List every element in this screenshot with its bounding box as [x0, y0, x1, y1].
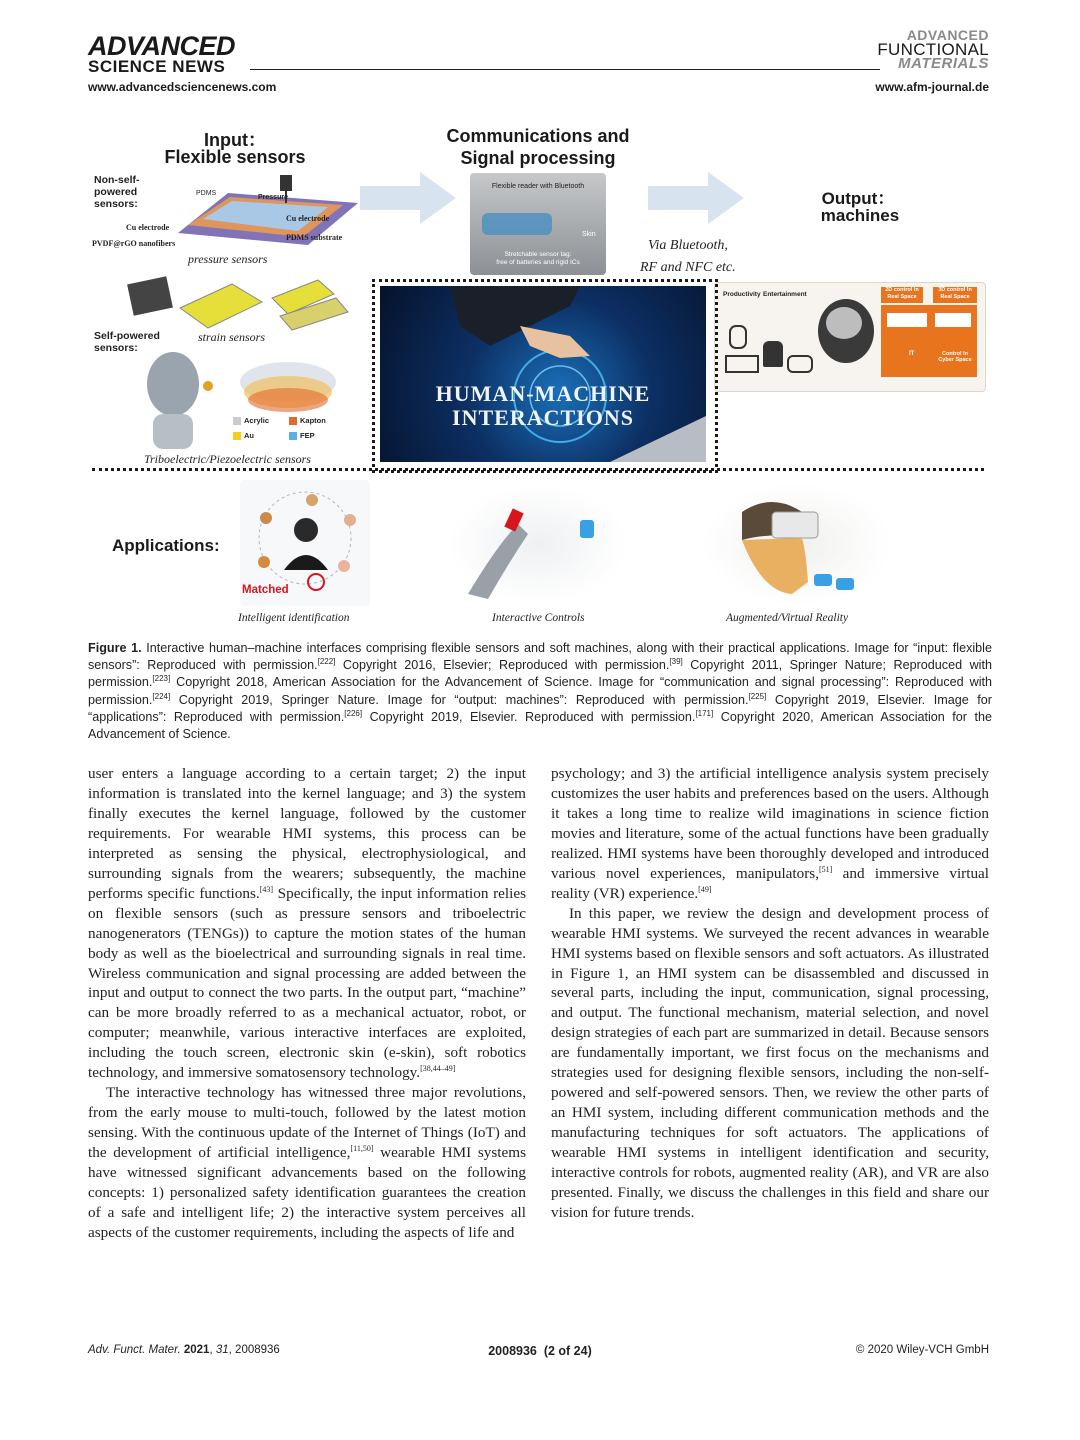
- avatar-top: [306, 494, 318, 506]
- tag-label: Stretchable sensor tag: free of batteries and rigid ICs: [496, 251, 580, 266]
- citation-link[interactable]: [49]: [698, 884, 712, 894]
- cu-electrode-right-label: Cu electrode: [286, 214, 330, 223]
- out-it: IT: [909, 351, 915, 357]
- sensor-tag: [482, 213, 552, 235]
- caption-label: Figure 1.: [88, 641, 142, 655]
- arrow-shape: [648, 172, 744, 224]
- brain-head-image: [811, 293, 881, 373]
- controls-graphic: [448, 484, 628, 604]
- glove-sensor: [580, 520, 594, 538]
- citation-link[interactable]: [43]: [259, 884, 274, 894]
- pressure-label: Pressure: [258, 194, 288, 201]
- robot-arm: [468, 524, 528, 599]
- via-line-1: Via Bluetooth,: [648, 238, 728, 253]
- out-3d: 3D control In Real Space: [933, 287, 977, 303]
- gamepad-icon: [787, 355, 813, 373]
- citation-link[interactable]: [38,44–49]: [420, 1064, 456, 1074]
- avatar-bottom-left: [258, 556, 270, 568]
- legend-kapton: Kapton: [289, 416, 326, 425]
- robot-head-image: [128, 344, 228, 454]
- output-title-2: machines: [820, 206, 900, 225]
- hand-icon: [763, 341, 783, 367]
- header-rule: [250, 69, 880, 70]
- car-icon: [887, 313, 927, 327]
- pvdf-label: PVDF@rGO nanofibers: [92, 239, 176, 248]
- input-title: Input：: [204, 130, 266, 150]
- journal-url[interactable]: www.afm-journal.de: [875, 80, 989, 94]
- pdms-substrate-label: PDMS substrate: [286, 233, 343, 242]
- output-image: [714, 282, 986, 392]
- figure-caption: Figure 1. Interactive human–machine interfaces comprising flexible sensors and soft machines, along with their practical applications. Image for “input: flexible sensors”: Reproduced with permission.[222] Copyright 2016, Elsevier; Reproduced with permission.[39] Copyright 2011, Springer Nature; Reproduced with permission.[223] Copyright 2018, American Association for the Advancement of Science. Image for “communication and signal processing”: Reproduced with permission.[224] Copyright 2019, Springer Nature. Image for “output: machines”: Reproduced with permission.[225] Copyright 2019, Elsevier. Image for “applications”: Reproduced with permission.[226] Copyright 2019, Elsevier. Reproduced with permission.[171] Copyright 2020, American Association for the Advancement of Science.: [88, 641, 993, 742]
- output-title-1: Output：: [821, 189, 895, 208]
- journal-logo-line3: MATERIALS: [898, 55, 989, 72]
- body-left-column: [88, 764, 526, 1243]
- tribo-sensors-caption: Triboelectric/Piezoelectric sensors: [144, 452, 311, 466]
- footer-journal: Adv. Funct. Mater.: [88, 1344, 181, 1356]
- citation-link[interactable]: [171]: [695, 708, 714, 718]
- section-divider: [92, 468, 984, 471]
- out-productivity: Productivity: [723, 291, 761, 298]
- strain-sensors-caption: strain sensors: [198, 330, 266, 344]
- paragraph: In this paper, we review the design and development process of wearable HMI systems. We surveyed the recent advances in wearable HMI systems based on flexible sensors and soft actuators. As illustrated in Figure 1, an HMI system can be disassembled and discussed in several parts, including the input, communication, signal processing, and output. The functional mechanism, material selection, and novel design strategies of each part are summarized in detail. Because sensors are fundamentally important, we first focus on the mechanisms and strategies used for designing flexible sensors, including the non-self-powered and self-powered sensors. Then, we review the other parts of an HMI system, including different communication methods and the manufacturing techniques for soft actuators. The applications of wearable HMI systems in intelligent identification and security, interactive controls for robots, augmented reality (AR), and VR are also presented. Finally, we discuss the challenges in this field and share our vision for future trends.: [551, 904, 989, 1221]
- robot-ear-sensor: [203, 381, 213, 391]
- citation-link[interactable]: [226]: [344, 708, 363, 718]
- human-hand: [520, 326, 590, 358]
- strain-film-1: [180, 284, 262, 328]
- comm-title-2: Signal processing: [460, 148, 616, 168]
- app-caption-vr: Augmented/Virtual Reality: [726, 612, 849, 624]
- tribo-layer-bot: [248, 388, 328, 412]
- out-cyber: Control In Cyber Space: [938, 351, 972, 363]
- citation-link[interactable]: [51]: [819, 864, 833, 874]
- via-line-2: RF and NFC etc.: [640, 260, 736, 275]
- out-2d: 2D control In Real Space: [881, 287, 923, 303]
- hmi-image: [380, 286, 706, 462]
- reader-label: Flexible reader with Bluetooth: [491, 183, 585, 190]
- paragraph: psychology; and 3) the artificial intelligence analysis system precisely customizes the user habits and preferences based on the users. Although it takes a long time to realize wild imaginations in science fiction movies and literature, some of the actual functions have been gradually realized. HMI systems have been thoroughly developed and introduced various novel experiences, manipulators,[51] and immersive virtual reality (VR) experience.[49]: [551, 765, 989, 902]
- journal-logo: [877, 29, 989, 71]
- hmi-graphic: [380, 286, 706, 462]
- mouse-icon: [729, 325, 747, 349]
- publisher-logo-line2: SCIENCE NEWS: [88, 57, 226, 76]
- arrow-shape: [360, 172, 456, 224]
- legend-acrylic: Acrylic: [233, 416, 283, 425]
- journal-logo-line2: FUNCTIONAL: [877, 40, 989, 59]
- citation-link[interactable]: [39]: [669, 657, 683, 667]
- publisher-logo-line1: ADVANCED: [88, 31, 236, 61]
- skin-label: Skin: [582, 231, 596, 238]
- hmi-title-line2: INTERACTIONS: [452, 405, 634, 430]
- person-body: [284, 555, 328, 570]
- citation-link[interactable]: [222]: [317, 657, 336, 667]
- brain: [826, 307, 862, 339]
- output-orange-panel: [881, 305, 977, 377]
- footer-year: 2021: [183, 1344, 210, 1356]
- citation-link[interactable]: [11,50]: [350, 1144, 374, 1154]
- avatar-right: [344, 514, 356, 526]
- pdms-label: PDMS: [196, 190, 217, 197]
- keyboard-icon: [725, 355, 759, 373]
- vr-controller-1: [814, 574, 832, 586]
- robot-neck: [153, 414, 193, 449]
- hmi-title-line1: HUMAN-MACHINE: [435, 381, 651, 406]
- body-right-column: [551, 764, 989, 1223]
- avatar-bottom-right: [338, 560, 350, 572]
- comm-image: [470, 173, 606, 275]
- paragraph: user enters a language according to a certain target; 2) the input information is translated into the kernel language; and 3) the system finally executes the kernel language, followed by the customer requirements. For wearable HMI systems, this process can be interpreted as sensing the physical, electrophysiological, and surrounding signals from the wearers; subsequently, the machine performs specific functions.[43] Specifically, the input information relies on flexible sensors (such as pressure sensors and triboelectric nanogenerators (TENGs)) to capture the motion states of the human body as well as the bioelectrical and surrounding signals in real time. Wireless communication and signal processing are added between the input and output to connect the two parts. In the output part, “machine” can be more broadly referred to as a mechanical actuator, robot, or computer; meanwhile, various interactive interfaces are exploited, including the touch screen, electronic skin (e-skin), soft robotics technology, and immersive somatosensory technology.[38,44–49]: [88, 765, 526, 1082]
- weight-block: [280, 175, 292, 191]
- tribo-legend: [233, 416, 353, 440]
- input-subtitle: Flexible sensors: [164, 147, 306, 167]
- avatar-left: [260, 512, 272, 524]
- footer-volume: 31: [215, 1344, 229, 1356]
- legend-fep: FEP: [289, 431, 315, 440]
- app-caption-identification: Intelligent identification: [238, 612, 350, 624]
- identification-image: [240, 480, 370, 606]
- strain-device-dark: [127, 276, 173, 316]
- publisher-url[interactable]: www.advancedsciencenews.com: [88, 80, 277, 94]
- strain-sensor-image: [122, 268, 352, 338]
- footer-citation: Adv. Funct. Mater. 2021, 31, 2008936: [88, 1344, 280, 1356]
- robot-head: [147, 352, 199, 416]
- cu-electrode-left-label: Cu electrode: [126, 223, 170, 232]
- citation-link[interactable]: [225]: [748, 691, 767, 701]
- arrow-input-to-comm: [360, 170, 458, 226]
- hmi-title: [400, 382, 686, 430]
- comm-title-1: Communications and: [446, 126, 630, 146]
- citation-link[interactable]: [223]: [152, 674, 171, 684]
- app-caption-controls: Interactive Controls: [492, 612, 585, 624]
- journal-logo-line1: ADVANCED: [906, 27, 989, 43]
- legend-au: Au: [233, 431, 283, 440]
- footer-page-id: 2008936 (2 of 24): [488, 1344, 592, 1358]
- out-entertainment: Entertainment: [763, 291, 807, 298]
- matched-circle: [308, 574, 324, 590]
- vr-image: [702, 482, 892, 606]
- drone-icon: [935, 313, 971, 327]
- citation-link[interactable]: [224]: [152, 691, 171, 701]
- vr-controller-2: [836, 578, 854, 590]
- footer-article: 2008936: [235, 1344, 280, 1356]
- controls-image: [448, 484, 628, 604]
- footer-copyright: © 2020 Wiley-VCH GmbH: [855, 1344, 989, 1356]
- head-model: [742, 538, 808, 594]
- person-head: [294, 518, 318, 542]
- vr-headset: [772, 512, 818, 538]
- matched-label: Matched: [242, 584, 289, 596]
- figure-1: [88, 118, 992, 633]
- paragraph: The interactive technology has witnessed three major revolutions, from the early mouse to multi-touch, followed by the latest motion sensing. With the continuous update of the Internet of Things (IoT) and the development of artificial intelligence,[11,50] wearable HMI systems have witnessed significant advancements based on the following concepts: 1) personalized safety identification guarantees the creation of a safe and intelligent life; 2) the interactive system perceives all aspects of the customer requirements, including the aspects of life and: [88, 1084, 526, 1241]
- non-self-powered-label: Non-self-powered sensors:: [94, 174, 140, 210]
- arrow-comm-to-output: [648, 170, 746, 226]
- self-powered-label: Self-powered sensors:: [94, 330, 160, 354]
- publisher-logo: [88, 31, 236, 76]
- pressure-sensors-caption: pressure sensors: [188, 252, 268, 266]
- vr-graphic: [702, 482, 892, 606]
- applications-title: Applications:: [112, 536, 220, 555]
